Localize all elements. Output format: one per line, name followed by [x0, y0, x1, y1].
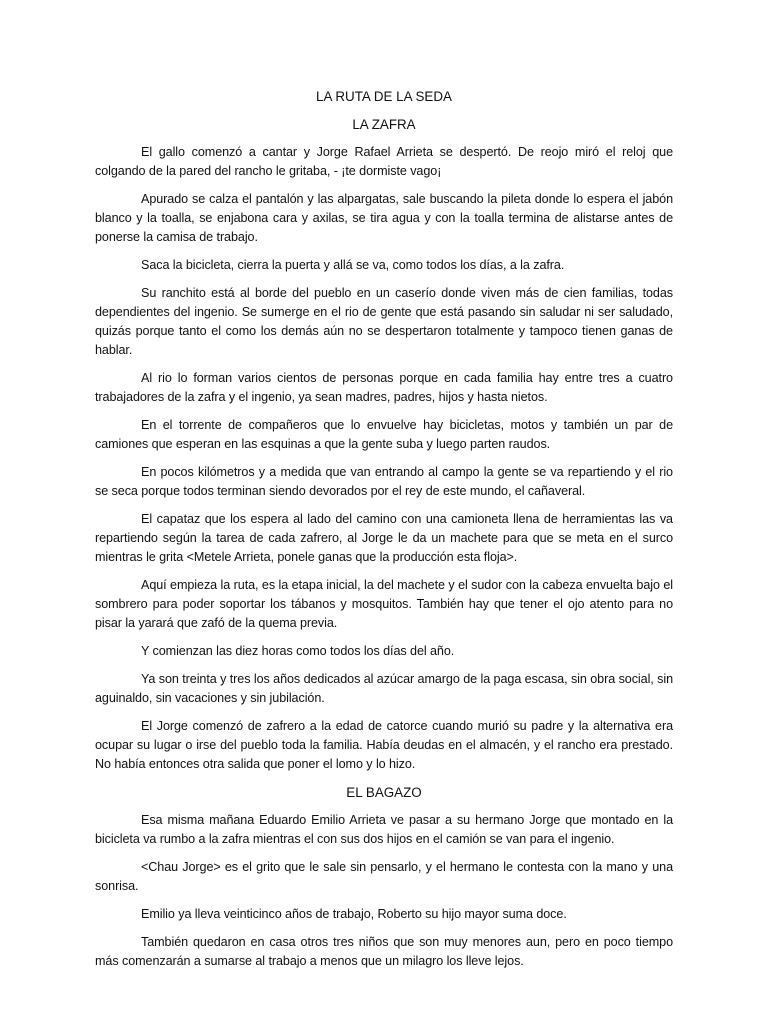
paragraph: Saca la bicicleta, cierra la puerta y allá se va, como todos los días, a la zafra.	[141, 258, 565, 272]
paragraph: En el torrente de compañeros que lo envuelve hay bicicletas, motos y también un par de camiones que esperan en las esquinas a que la gente suba y luego parten raudos.	[95, 418, 673, 451]
document-title: LA RUTA DE LA SEDA	[316, 89, 452, 104]
paragraph: En pocos kilómetros y a medida que van entrando al campo la gente se va repartiendo y el rio se seca porque todos terminan siendo devorados por el rey de este mundo, el cañaveral.	[95, 465, 673, 498]
paragraph: El capataz que los espera al lado del camino con una camioneta llena de herramientas las va repartiendo según la tarea de cada zafrero, al Jorge le da un machete para que se meta en el surco mientras le grita <Metele Arrieta, ponele ganas que la producción esta floja>.	[95, 512, 673, 564]
paragraph: <Chau Jorge> es el grito que le sale sin pensarlo, y el hermano le contesta con la mano y una sonrisa.	[95, 860, 673, 893]
section-heading-la-zafra: LA ZAFRA	[352, 117, 416, 132]
paragraph: Apurado se calza el pantalón y las alpargatas, sale buscando la pileta donde lo espera el jabón blanco y la toalla, se enjabona cara y axilas, se tira agua y con la toalla termina de alistarse antes de ponerse la camisa de trabajo.	[95, 192, 673, 244]
paragraph: Esa misma mañana Eduardo Emilio Arrieta ve pasar a su hermano Jorge que montado en la bicicleta va rumbo a la zafra mientras el con sus dos hijos en el camión se van para el ingenio.	[95, 813, 673, 846]
paragraph: Emilio ya lleva veinticinco años de trabajo, Roberto su hijo mayor suma doce.	[141, 907, 567, 921]
paragraph: Al rio lo forman varios cientos de personas porque en cada familia hay entre tres a cuatro trabajadores de la zafra y el ingenio, ya sean madres, padres, hijos y hasta nietos.	[95, 371, 673, 404]
paragraph: Aquí empieza la ruta, es la etapa inicial, la del machete y el sudor con la cabeza envuelta bajo el sombrero para poder soportar los tábanos y mosquitos. También hay que tener el ojo atento para no pisar la yarará que zafó de la quema previa.	[95, 578, 673, 630]
paragraph: Su ranchito está al borde del pueblo en un caserío donde viven más de cien familias, todas dependientes del ingenio. Se sumerge en el rio de gente que está pasando sin saludar ni ser saludado, quizás porque tanto el como los demás aún no se despertaron totalmente y tampoco tienen ganas de hablar.	[95, 286, 673, 357]
section-heading-el-bagazo: EL BAGAZO	[346, 785, 422, 800]
paragraph: También quedaron en casa otros tres niños que son muy menores aun, pero en poco tiempo más comenzarán a sumarse al trabajo a menos que un milagro los lleve lejos.	[95, 935, 673, 968]
paragraph: Ya son treinta y tres los años dedicados al azúcar amargo de la paga escasa, sin obra social, sin aguinaldo, sin vacaciones y sin jubilación.	[95, 672, 673, 705]
paragraph: Y comienzan las diez horas como todos los días del año.	[141, 644, 455, 658]
paragraph: El Jorge comenzó de zafrero a la edad de catorce cuando murió su padre y la alternativa era ocupar su lugar o irse del pueblo toda la familia. Había deudas en el almacén, y el rancho era prestado. No había entonces otra salida que poner el lomo y lo hizo.	[95, 719, 673, 771]
paragraph: El gallo comenzó a cantar y Jorge Rafael Arrieta se despertó. De reojo miró el reloj que colgando de la pared del rancho le gritaba, - ¡te dormiste vago¡	[95, 145, 673, 178]
